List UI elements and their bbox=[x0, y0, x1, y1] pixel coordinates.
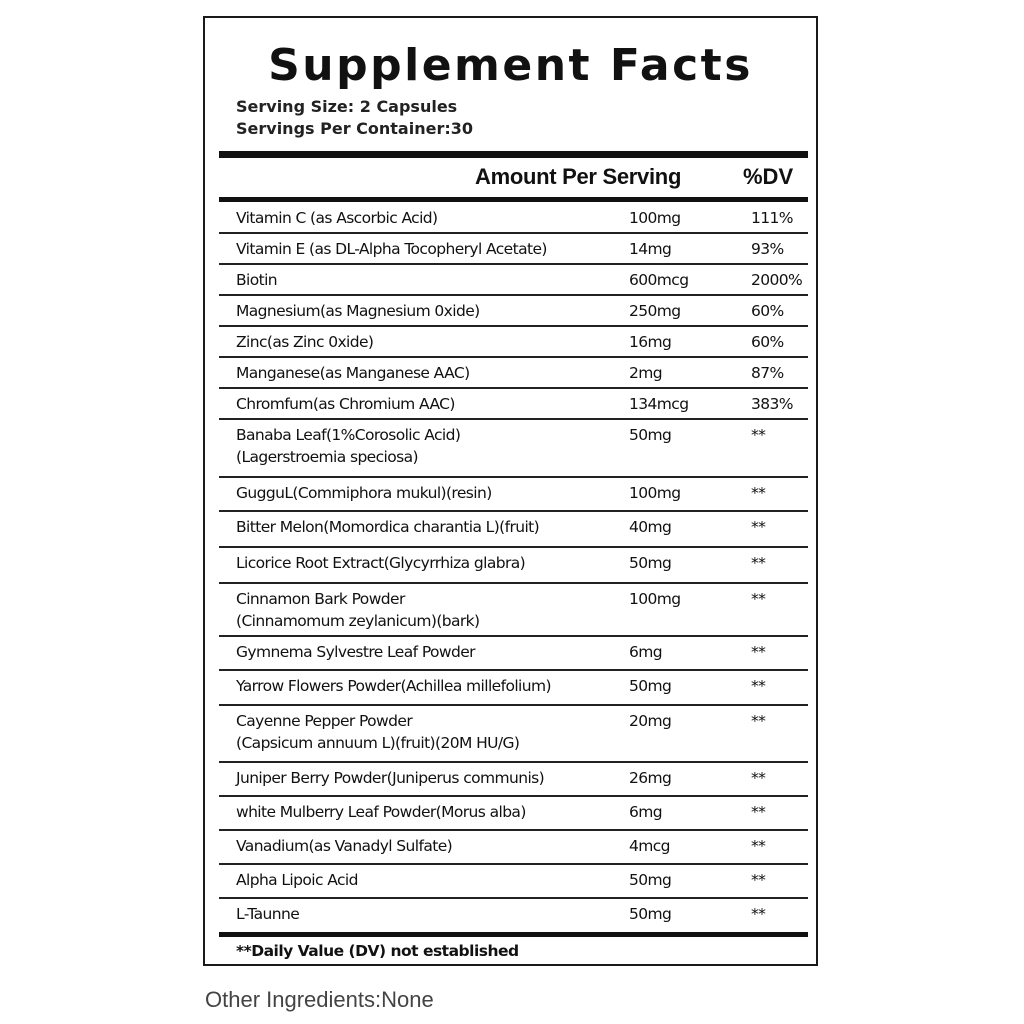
table-row bbox=[219, 478, 808, 512]
ingredient-amount: 2mg bbox=[629, 364, 662, 382]
ingredient-amount: 100mg bbox=[629, 209, 681, 227]
ingredient-dv: 383% bbox=[751, 395, 793, 413]
ingredient-name-line: (Cinnamomum zeylanicum)(bark) bbox=[236, 612, 480, 630]
ingredient-name-line: L-Taunne bbox=[236, 905, 300, 923]
ingredient-amount: 250mg bbox=[629, 302, 681, 320]
ingredient-dv: 93% bbox=[751, 240, 784, 258]
ingredient-name bbox=[236, 903, 616, 925]
ingredient-name-line: Cinnamon Bark Powder bbox=[236, 590, 405, 608]
ingredient-amount: 100mg bbox=[629, 590, 681, 608]
ingredient-dv: 60% bbox=[751, 333, 784, 351]
ingredient-name-line: Bitter Melon(Momordica charantia L)(fruit) bbox=[236, 518, 540, 536]
ingredient-name bbox=[236, 801, 616, 823]
ingredient-dv: ** bbox=[751, 518, 766, 536]
ingredient-name-line: Biotin bbox=[236, 271, 278, 289]
ingredient-name-line: Licorice Root Extract(Glycyrrhiza glabra) bbox=[236, 554, 526, 572]
ingredient-dv: 87% bbox=[751, 364, 784, 382]
ingredient-name-line: Magnesium(as Magnesium 0xide) bbox=[236, 302, 480, 320]
ingredient-name bbox=[236, 588, 616, 632]
ingredient-name-line: Alpha Lipoic Acid bbox=[236, 871, 358, 889]
ingredient-dv: ** bbox=[751, 484, 766, 502]
ingredient-name-line: GugguL(Commiphora mukul)(resin) bbox=[236, 484, 492, 502]
ingredient-dv: 2000% bbox=[751, 271, 803, 289]
ingredient-dv: ** bbox=[751, 712, 766, 730]
ingredient-dv: ** bbox=[751, 677, 766, 695]
table-row bbox=[219, 899, 808, 934]
ingredient-name bbox=[236, 482, 616, 504]
table-row bbox=[219, 420, 808, 478]
ingredient-dv: ** bbox=[751, 426, 766, 444]
serving-info bbox=[236, 96, 473, 140]
ingredient-name-line: Vanadium(as Vanadyl Sulfate) bbox=[236, 837, 453, 855]
panel-title: Supplement Facts bbox=[268, 40, 753, 91]
ingredient-name-line: Zinc(as Zinc 0xide) bbox=[236, 333, 374, 351]
table-row bbox=[219, 671, 808, 706]
table-row bbox=[219, 831, 808, 865]
table-row bbox=[219, 637, 808, 671]
ingredient-amount: 50mg bbox=[629, 677, 672, 695]
ingredient-amount: 14mg bbox=[629, 240, 672, 258]
header-thick-rule bbox=[219, 197, 808, 202]
table-row bbox=[219, 265, 808, 296]
dv-header: %DV bbox=[743, 164, 794, 189]
ingredient-name bbox=[236, 767, 616, 789]
ingredient-dv: ** bbox=[751, 871, 766, 889]
ingredient-amount: 50mg bbox=[629, 426, 672, 444]
ingredient-dv: ** bbox=[751, 643, 766, 661]
ingredient-name-line: Cayenne Pepper Powder bbox=[236, 712, 413, 730]
ingredient-name-line: Yarrow Flowers Powder(Achillea millefolium) bbox=[236, 677, 551, 695]
ingredient-amount: 26mg bbox=[629, 769, 672, 787]
ingredient-name bbox=[236, 424, 616, 468]
other-ingredients: Other Ingredients:None bbox=[205, 987, 434, 1012]
ingredient-name bbox=[236, 331, 616, 353]
table-row bbox=[219, 327, 808, 358]
ingredient-name bbox=[236, 393, 616, 415]
table-row bbox=[219, 358, 808, 389]
ingredient-amount: 6mg bbox=[629, 803, 662, 821]
supplement-facts-panel bbox=[203, 16, 818, 966]
table-row bbox=[219, 797, 808, 831]
serving-size: Serving Size: 2 Capsules bbox=[236, 97, 458, 116]
ingredient-name bbox=[236, 835, 616, 857]
bottom-thick-rule bbox=[219, 932, 808, 937]
table-row bbox=[219, 763, 808, 797]
ingredient-name bbox=[236, 869, 616, 891]
servings-per-container: Servings Per Container:30 bbox=[236, 119, 474, 138]
ingredient-dv: ** bbox=[751, 803, 766, 821]
ingredient-dv: ** bbox=[751, 837, 766, 855]
ingredient-name-line: Vitamin C (as Ascorbic Acid) bbox=[236, 209, 438, 227]
table-row bbox=[219, 865, 808, 899]
ingredient-amount: 134mcg bbox=[629, 395, 689, 413]
ingredient-name bbox=[236, 552, 616, 574]
ingredient-amount: 100mg bbox=[629, 484, 681, 502]
ingredient-amount: 40mg bbox=[629, 518, 672, 536]
ingredient-dv: ** bbox=[751, 769, 766, 787]
ingredient-name-line: (Lagerstroemia speciosa) bbox=[236, 448, 418, 466]
ingredient-name-line: white Mulberry Leaf Powder(Morus alba) bbox=[236, 803, 526, 821]
ingredient-name bbox=[236, 675, 616, 697]
table-row bbox=[219, 548, 808, 584]
amount-per-serving-header: Amount Per Serving bbox=[475, 164, 682, 189]
ingredient-dv: 60% bbox=[751, 302, 784, 320]
ingredient-name bbox=[236, 362, 616, 384]
ingredient-name bbox=[236, 710, 616, 754]
ingredient-name-line: Chromfum(as Chromium AAC) bbox=[236, 395, 455, 413]
ingredient-amount: 50mg bbox=[629, 554, 672, 572]
ingredient-dv: ** bbox=[751, 554, 766, 572]
ingredient-name bbox=[236, 641, 616, 663]
ingredient-dv: ** bbox=[751, 905, 766, 923]
ingredient-name bbox=[236, 269, 616, 291]
table-row bbox=[219, 512, 808, 548]
ingredient-name-line: Banaba Leaf(1%Corosolic Acid) bbox=[236, 426, 461, 444]
table-row bbox=[219, 296, 808, 327]
ingredient-amount: 6mg bbox=[629, 643, 662, 661]
ingredient-name-line: Gymnema Sylvestre Leaf Powder bbox=[236, 643, 475, 661]
ingredient-name-line: Manganese(as Manganese AAC) bbox=[236, 364, 470, 382]
table-row bbox=[219, 584, 808, 637]
table-row bbox=[219, 706, 808, 763]
table-row bbox=[219, 203, 808, 234]
ingredient-amount: 600mcg bbox=[629, 271, 689, 289]
ingredient-name bbox=[236, 300, 616, 322]
ingredient-amount: 4mcg bbox=[629, 837, 670, 855]
top-thick-rule bbox=[219, 151, 808, 158]
ingredient-amount: 50mg bbox=[629, 871, 672, 889]
ingredient-amount: 16mg bbox=[629, 333, 672, 351]
table-row bbox=[219, 234, 808, 265]
ingredient-name-line: Vitamin E (as DL-Alpha Tocopheryl Acetate) bbox=[236, 240, 547, 258]
ingredient-name-line: Juniper Berry Powder(Juniperus communis) bbox=[236, 769, 545, 787]
ingredient-amount: 50mg bbox=[629, 905, 672, 923]
ingredient-dv: ** bbox=[751, 590, 766, 608]
table-row bbox=[219, 389, 808, 420]
ingredient-name bbox=[236, 238, 616, 260]
ingredient-name bbox=[236, 516, 616, 538]
dv-footnote: **Daily Value (DV) not established bbox=[236, 942, 519, 960]
ingredient-dv: 111% bbox=[751, 209, 793, 227]
ingredient-name-line: (Capsicum annuum L)(fruit)(20M HU/G) bbox=[236, 734, 520, 752]
nutrient-table bbox=[219, 203, 808, 934]
ingredient-name bbox=[236, 207, 616, 229]
ingredient-amount: 20mg bbox=[629, 712, 672, 730]
